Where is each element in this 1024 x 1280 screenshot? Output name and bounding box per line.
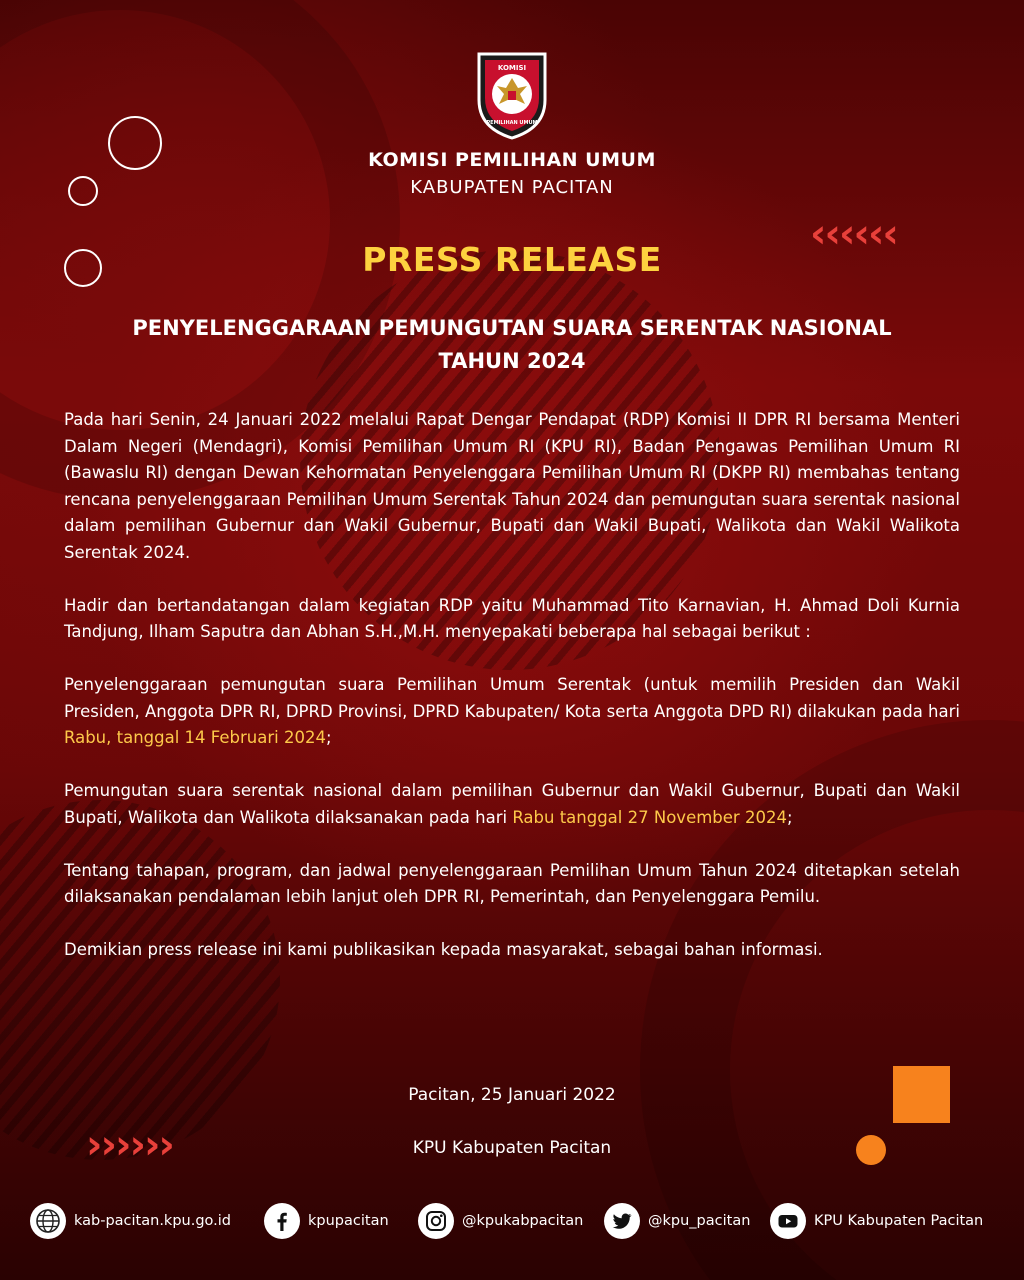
instagram-icon [418, 1203, 454, 1239]
signature-org: KPU Kabupaten Pacitan [412, 1138, 612, 1158]
headline [60, 312, 964, 378]
paragraph-4 [64, 778, 960, 831]
twitter-icon [604, 1203, 640, 1239]
footer-contacts [30, 1200, 1000, 1244]
footer-twitter-label: @kpu_pacitan [648, 1213, 751, 1229]
org-region: KABUPATEN PACITAN [410, 177, 614, 198]
footer-youtube-label: KPU Kabupaten Pacitan [814, 1213, 984, 1229]
globe-icon [30, 1203, 66, 1239]
footer-youtube[interactable] [770, 1200, 983, 1242]
headline-line2: TAHUN 2024 [438, 349, 586, 373]
press-release-title: PRESS RELEASE [362, 240, 662, 279]
paragraph-3-end: ; [325, 728, 332, 747]
paragraph-2: Hadir dan bertandatangan dalam kegiatan RDP yaitu Muhammad Tito Karnavian, H. Ahmad Doli Kurnia Tandjung, Ilham Saputra dan Abhan S.H.,M.H. menyepakati beberapa hal sebagai berikut : [64, 595, 960, 641]
election-date-highlight: Rabu, tanggal 14 Februari 2024 [64, 728, 326, 747]
decor-chevrons-left: › › › › › › [86, 1122, 175, 1168]
footer-instagram-label: @kpukabpacitan [462, 1213, 584, 1229]
regional-election-date-highlight: Rabu tanggal 27 November 2024 [512, 807, 787, 827]
paragraph-4-text: Pemungutan suara serentak nasional dalam pemilihan Gubernur dan Wakil Gubernur, Bupati dan Wakil Bupati, Walikota dan Walikota dilaksanakan pada hari [64, 781, 960, 827]
paragraph-5: Tentang tahapan, program, dan jadwal penyelenggaraan Pemilihan Umum Tahun 2024 ditetapkan setelah dilaksanakan pendalaman lebih lanjut oleh DPR RI, Pemerintah, dan Penyelenggara Pemilu. [64, 860, 960, 906]
paragraph-4-end: ; [786, 807, 793, 827]
footer-instagram[interactable] [418, 1200, 583, 1242]
footer-facebook-label: kpupacitan [308, 1213, 389, 1229]
footer-website[interactable] [30, 1200, 231, 1242]
footer-facebook[interactable] [264, 1200, 389, 1242]
kpu-logo [473, 50, 551, 140]
signature-place-date: Pacitan, 25 Januari 2022 [408, 1085, 616, 1105]
facebook-icon [264, 1203, 300, 1239]
footer-website-label: kab-pacitan.kpu.go.id [74, 1213, 231, 1229]
paragraph-6: Demikian press release ini kami publikasikan kepada masyarakat, sebagai bahan informasi. [64, 940, 823, 959]
headline-line1: PENYELENGGARAAN PEMUNGUTAN SUARA SERENTAK NASIONAL [132, 316, 892, 340]
footer-twitter[interactable] [604, 1200, 750, 1242]
svg-text:PEMILIHAN UMUM: PEMILIHAN UMUM [486, 120, 538, 126]
body-text [64, 407, 960, 990]
youtube-icon [770, 1203, 806, 1239]
paragraph-3-text: Penyelenggaraan pemungutan suara Pemilihan Umum Serentak (untuk memilih Presiden dan Wakil Presiden, Anggota DPR RI, DPRD Provinsi, DPRD Kabupaten/ Kota serta Anggota DPD RI) dilakukan pada hari [64, 675, 960, 721]
paragraph-1: Pada hari Senin, 24 Januari 2022 melalui Rapat Dengar Pendapat (RDP) Komisi II DPR RI bersama Menteri Dalam Negeri (Mendagri), Komisi Pemilihan Umum RI (KPU RI), Badan Pengawas Pemilihan Umum RI (Bawaslu RI) dengan Dewan Kehormatan Penyelenggara Pemilihan Umum RI (DKPP RI) membahas tentang rencana penyelenggaraan Pemilihan Umum Serentak Tahun 2024 dan pemungutan suara serentak nasional dalam pemilihan Gubernur dan Wakil Gubernur, Bupati dan Wakil Bupati, Walikota dan Wakil Walikota Serentak 2024. [64, 410, 960, 562]
decor-chevrons-right: ‹ ‹ ‹ ‹ ‹ ‹ [810, 211, 899, 257]
svg-text:KOMISI: KOMISI [497, 64, 527, 72]
org-name: KOMISI PEMILIHAN UMUM [368, 149, 656, 171]
paragraph-3 [64, 672, 960, 752]
